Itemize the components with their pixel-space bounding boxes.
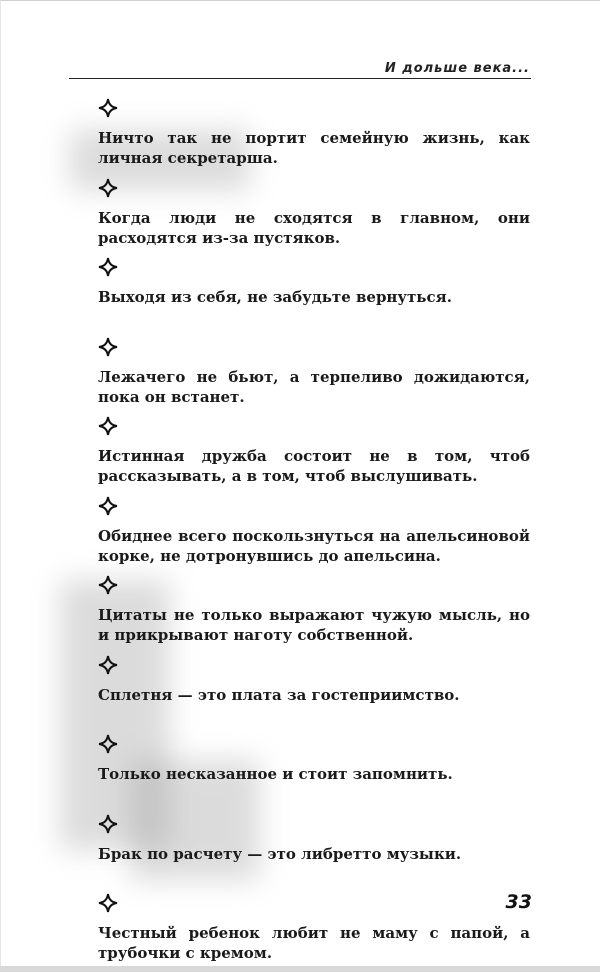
- four-point-star-icon: [98, 496, 118, 516]
- aphorism-text: Брак по расчету — это либретто музыки.: [98, 844, 462, 863]
- aphorism-list: [98, 98, 530, 973]
- aphorism-text: Ничто так не портит семейную жизнь, как личная секретарша.: [98, 129, 530, 167]
- list-item: [98, 734, 530, 814]
- running-head: И дольше века...: [384, 61, 530, 76]
- aphorism-text: Честный ребенок любит не маму с папой, а трубочки с кремом.: [98, 924, 530, 962]
- list-item: [98, 814, 530, 894]
- aphorism-text: Только несказанное и стоит запомнить.: [98, 765, 453, 783]
- list-item: [98, 655, 530, 735]
- list-item: [98, 257, 530, 337]
- four-point-star-icon: [98, 655, 118, 675]
- four-point-star-icon: [98, 893, 118, 913]
- list-item: [98, 575, 530, 655]
- four-point-star-icon: [98, 98, 118, 118]
- aphorism-text: Выходя из себя, не забудьте вернуться.: [98, 288, 452, 306]
- list-item: [98, 98, 530, 178]
- list-item: [98, 178, 530, 258]
- list-item: [98, 496, 530, 576]
- four-point-star-icon: [98, 178, 118, 198]
- list-item: [98, 337, 530, 417]
- aphorism-text: Сплетня — это плата за гостеприимство.: [98, 685, 460, 704]
- aphorism-text: Обиднее всего поскользнуться на апельсиновой корке, не дотронувшись до апельсина.: [98, 526, 530, 565]
- four-point-star-icon: [98, 814, 118, 834]
- four-point-star-icon: [98, 416, 118, 436]
- header-rule: [69, 78, 531, 79]
- four-point-star-icon: [98, 257, 118, 277]
- four-point-star-icon: [98, 337, 118, 357]
- aphorism-text: Истинная дружба состоит не в том, чтоб рассказывать, а в том, чтоб выслушивать.: [98, 447, 530, 485]
- page-number: 33: [505, 891, 532, 913]
- aphorism-text: Лежачего не бьют, а терпеливо дожидаются, пока он встанет.: [98, 367, 530, 406]
- four-point-star-icon: [98, 575, 118, 595]
- aphorism-text: Когда люди не сходятся в главном, они расходятся из-за пустяков.: [98, 208, 530, 247]
- list-item: [98, 893, 530, 973]
- four-point-star-icon: [98, 734, 118, 754]
- page-bottom-edge: [0, 966, 600, 972]
- aphorism-text: Цитаты не только выражают чужую мысль, но и прикрывают наготу собственной.: [98, 606, 530, 644]
- list-item: [98, 416, 530, 496]
